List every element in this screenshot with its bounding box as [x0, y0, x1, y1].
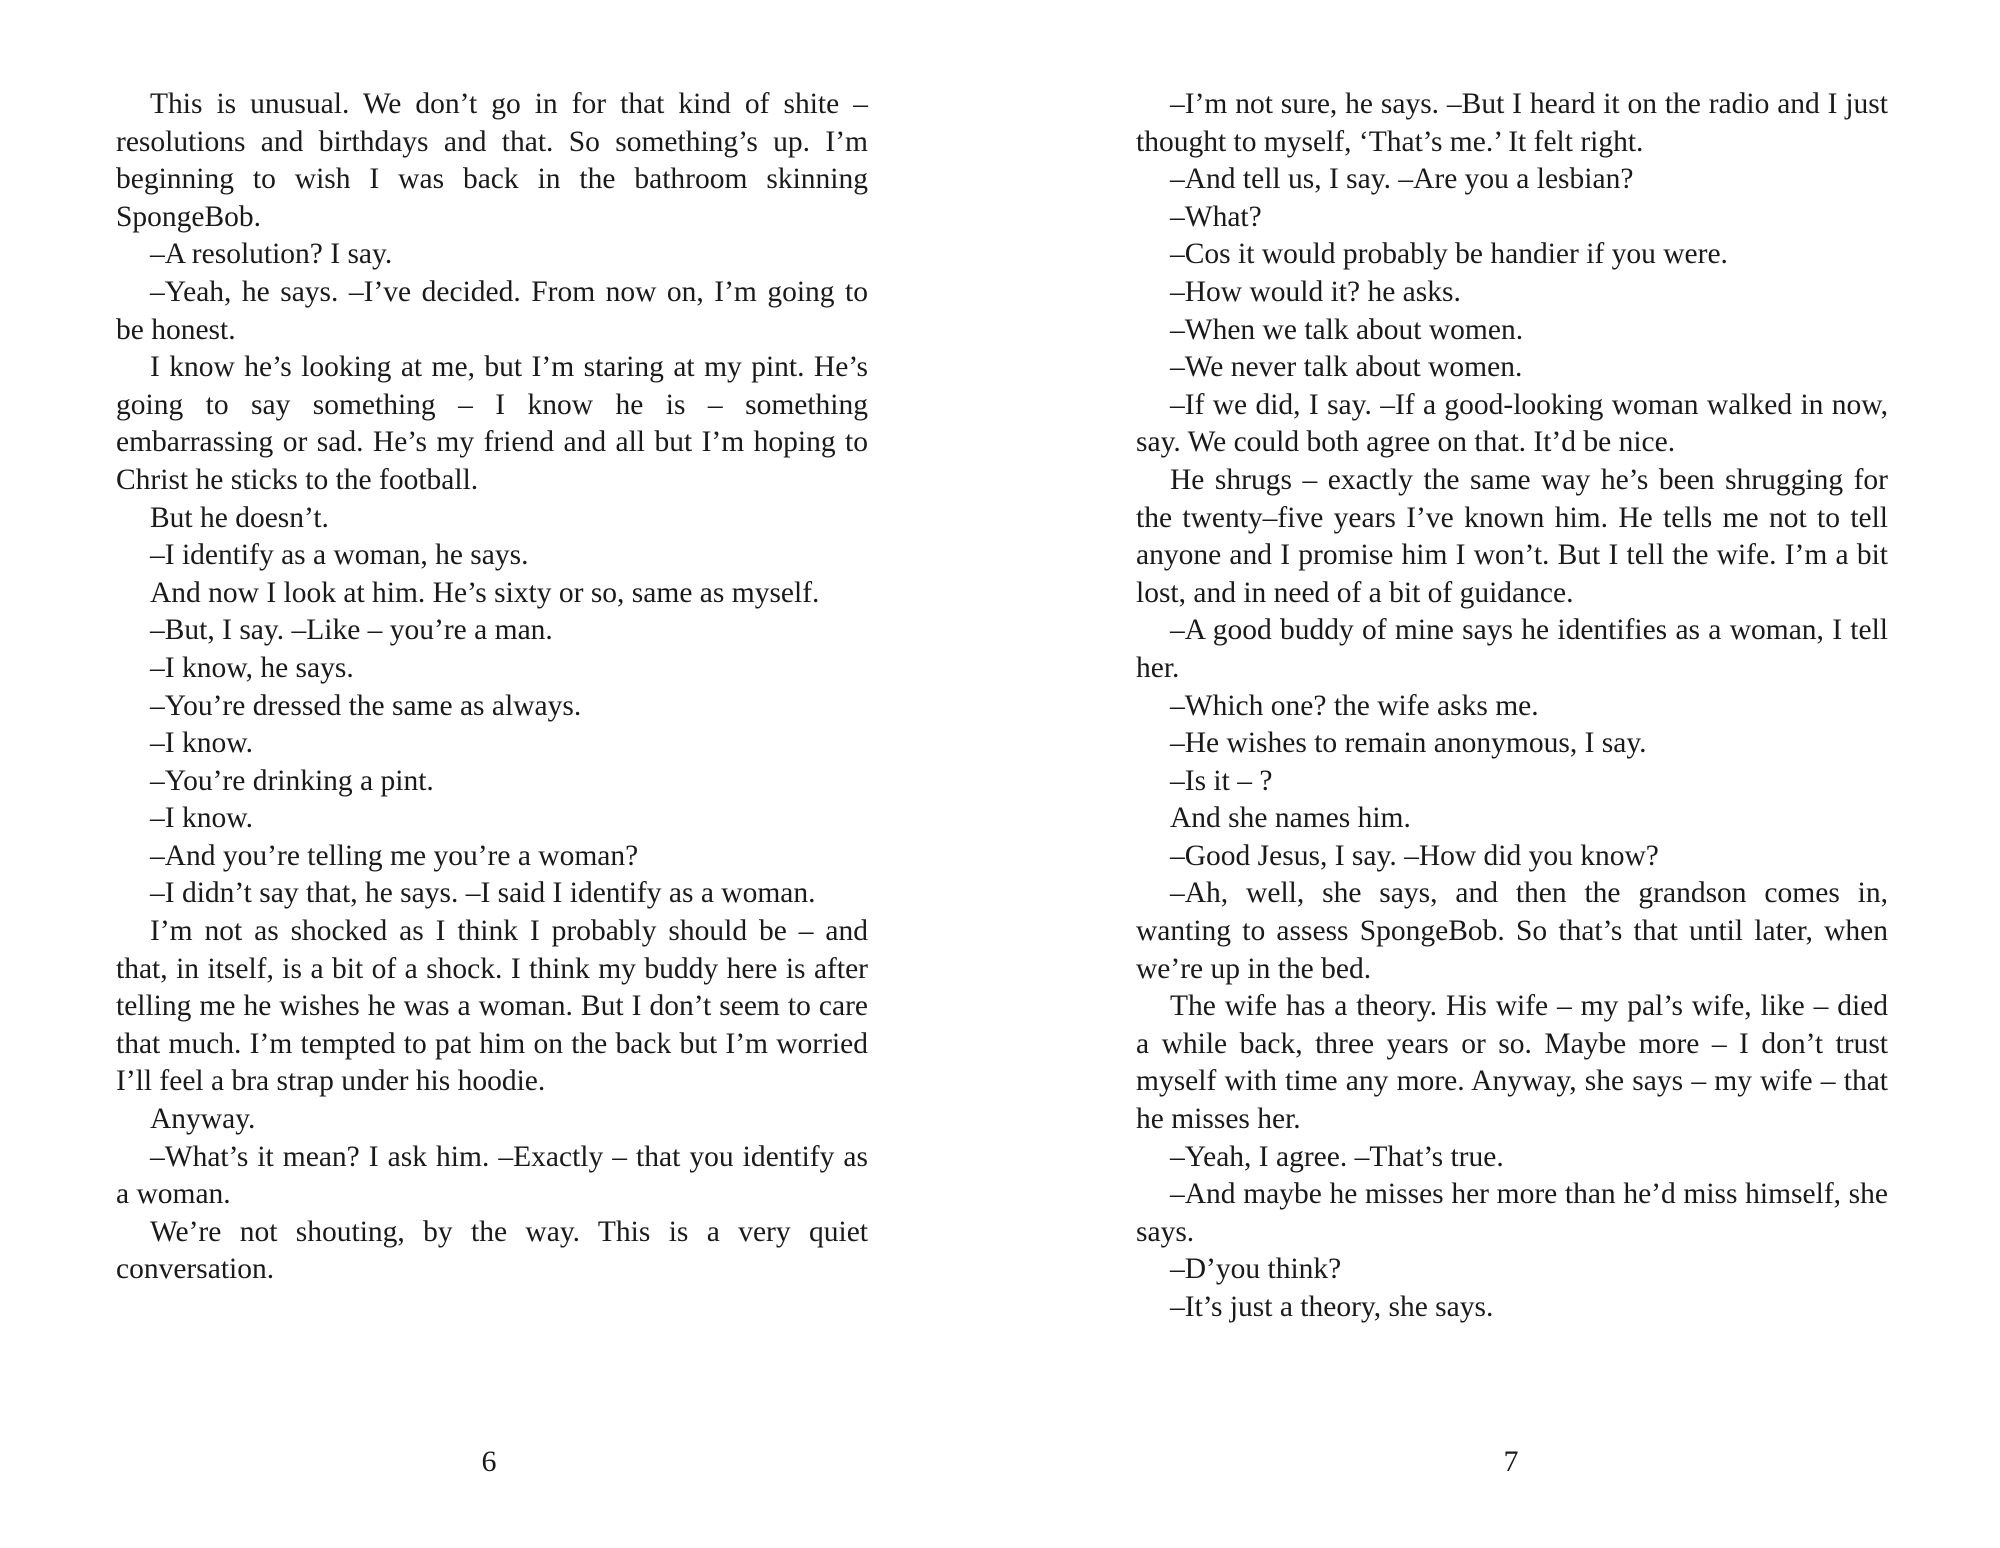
paragraph: But he doesn’t.	[150, 501, 329, 534]
paragraph: –Yeah, he says. –I’ve decided. From now on, I’m going to be honest.	[116, 275, 868, 346]
paragraph: And she names him.	[1170, 802, 1411, 835]
paragraph: –I know.	[150, 802, 253, 835]
paragraph: I’m not as shocked as I think I probably should be – and that, in itself, is a bit of a shock. I think my buddy here is after telling me he wishes he was a woman. But I don’t seem to care that much. I’m tempted to pat him on the back but I’m worried I’ll feel a bra strap under his hoodie.	[116, 915, 868, 1098]
paragraph: –Is it – ?	[1170, 764, 1273, 797]
paragraph: –I know.	[150, 727, 253, 760]
paragraph: –When we talk about women.	[1170, 313, 1524, 346]
paragraph: –And maybe he misses her more than he’d miss himself, she says.	[1136, 1178, 1888, 1248]
paragraph: –I know, he says.	[150, 651, 354, 684]
paragraph: –It’s just a theory, she says.	[1170, 1291, 1494, 1323]
paragraph: –You’re drinking a pint.	[150, 764, 434, 797]
paragraph: –And you’re telling me you’re a woman?	[150, 839, 639, 872]
paragraph: We’re not shouting, by the way. This is a very quiet conversation.	[116, 1215, 868, 1286]
paragraph: –D’you think?	[1170, 1253, 1342, 1286]
paragraph: –A resolution? I say.	[150, 238, 393, 271]
paragraph: –But, I say. –Like – you’re a man.	[150, 614, 553, 647]
paragraph: –Which one? the wife asks me.	[1170, 689, 1539, 722]
paragraph: –You’re dressed the same as always.	[150, 689, 582, 722]
right-page	[1000, 0, 2000, 1548]
paragraph: –I’m not sure, he says. –But I heard it on the radio and I just thought to myself, ‘That’s me.’ It felt right.	[1136, 88, 1888, 158]
paragraph: The wife has a theory. His wife – my pal’s wife, like – died a while back, three years or so. Maybe more – I don’t trust myself with time any more. Anyway, she says – my wife – that he misses her.	[1136, 990, 1888, 1136]
paragraph: –If we did, I say. –If a good-looking woman walked in now, say. We could both agree on that. It’d be nice.	[1136, 388, 1888, 459]
paragraph: –We never talk about women.	[1170, 351, 1523, 384]
paragraph: –I didn’t say that, he says. –I said I identify as a woman.	[150, 877, 816, 910]
paragraph: Anyway.	[150, 1103, 256, 1136]
paragraph: –Good Jesus, I say. –How did you know?	[1170, 839, 1659, 872]
page-number: 7	[1503, 1445, 1519, 1478]
paragraph: He shrugs – exactly the same way he’s been shrugging for the twenty–five years I’ve known him. He tells me not to tell anyone and I promise him I won’t. But I tell the wife. I’m a bit lost, and in need of a bit of guidance.	[1136, 463, 1888, 609]
paragraph: –And tell us, I say. –Are you a lesbian?	[1170, 163, 1634, 196]
paragraph: –Yeah, I agree. –That’s true.	[1170, 1140, 1504, 1173]
paragraph: –Cos it would probably be handier if you were.	[1170, 238, 1728, 271]
paragraph: –I identify as a woman, he says.	[150, 539, 529, 572]
paragraph: –He wishes to remain anonymous, I say.	[1170, 727, 1647, 760]
page-number: 6	[481, 1445, 497, 1478]
paragraph: –How would it? he asks.	[1170, 275, 1461, 308]
paragraph: This is unusual. We don’t go in for that kind of shite – resolutions and birthdays and that. So something’s up. I’m beginning to wish I was back in the bathroom skinning SpongeBob.	[116, 88, 868, 233]
left-page-text	[116, 86, 868, 1289]
paragraph: –Ah, well, she says, and then the grandson comes in, wanting to assess SpongeBob. So that’s that until later, when we’re up in the bed.	[1136, 877, 1888, 985]
paragraph: –What?	[1170, 200, 1262, 233]
paragraph: –What’s it mean? I ask him. –Exactly – that you identify as a woman.	[116, 1140, 868, 1211]
right-page-text	[1136, 86, 1888, 1327]
paragraph: And now I look at him. He’s sixty or so, same as myself.	[150, 576, 820, 609]
paragraph: I know he’s looking at me, but I’m staring at my pint. He’s going to say something – I know he is – something embarrassing or sad. He’s my friend and all but I’m hoping to Christ he sticks to the football.	[116, 351, 868, 496]
paragraph: –A good buddy of mine says he identifies as a woman, I tell her.	[1136, 614, 1888, 684]
